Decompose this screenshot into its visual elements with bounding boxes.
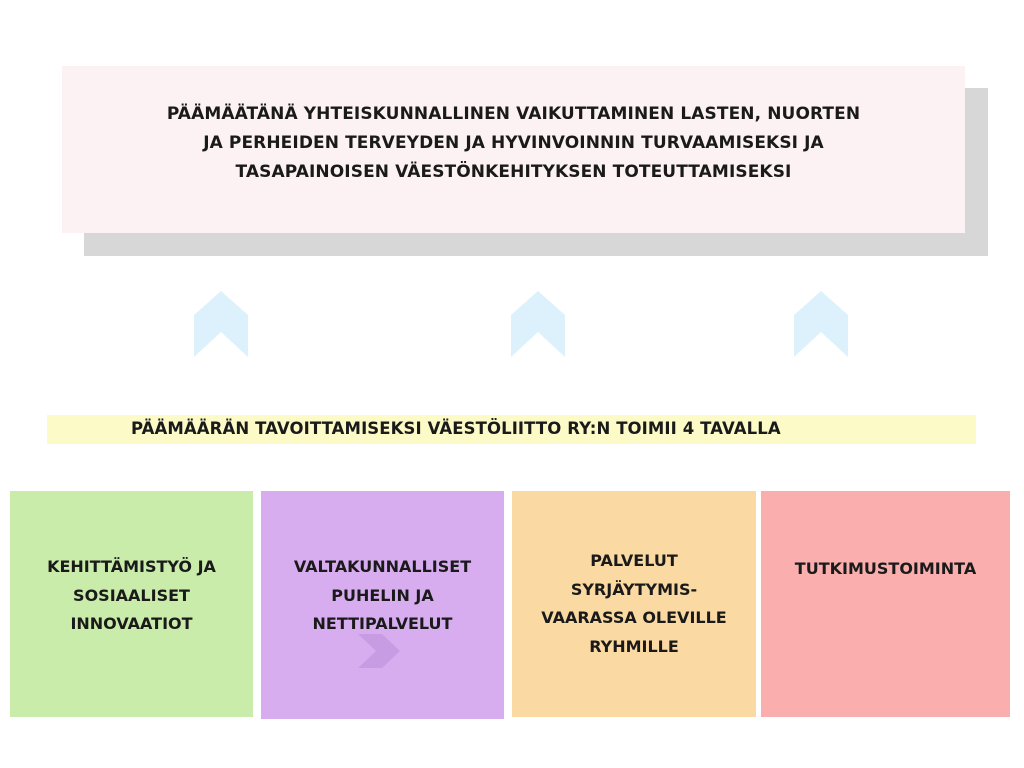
card-research-label [771,491,1001,717]
card-national-services-line-2: PUHELIN JA [331,585,434,605]
card-research [761,491,1010,717]
card-research-line-1: TUTKIMUSTOIMINTA [794,559,977,578]
chevron-up-icon [511,291,565,357]
goal-text [134,100,894,187]
goal-line-1: PÄÄMÄÄTÄNÄ YHTEISKUNNALLINEN VAIKUTTAMINEN LASTEN, NUORTEN [166,104,861,124]
card-development [10,491,253,717]
card-development-line-3: INNOVAATIOT [70,614,193,633]
goal-line-2: JA PERHEIDEN TERVEYDEN JA HYVINVOINNIN TURVAAMISEKSI JA [203,133,824,153]
strategy-band [47,415,976,444]
card-national-services-line-3: NETTIPALVELUT [312,614,453,633]
card-risk-group-services [512,491,756,717]
card-national-services-line-1: VALTAKUNNALLISET [293,557,472,576]
card-risk-group-services-line-2: SYRJÄYTYMIS- [570,579,698,599]
goal-box [62,66,965,233]
strategy-text: PÄÄMÄÄRÄN TAVOITTAMISEKSI VÄESTÖLIITTO RY:N TOIMII 4 TAVALLA [131,419,781,438]
chevron-up-icon [194,291,248,357]
goal-line-3: TASAPAINOISEN VÄESTÖNKEHITYKSEN TOTEUTTAMISEKSI [235,162,792,182]
card-national-services-label [275,491,490,719]
chevron-right-icon [358,634,400,668]
card-development-line-2: SOSIAALISET [73,585,190,605]
card-national-services [261,491,504,719]
card-risk-group-services-label [534,491,734,717]
card-risk-group-services-line-3: VAARASSA OLEVILLE [541,608,727,627]
card-development-label [32,491,232,717]
chevron-up-icon [794,291,848,357]
card-risk-group-services-line-1: PALVELUT [590,551,678,570]
card-development-line-1: KEHITTÄMISTYÖ JA [47,557,216,576]
card-risk-group-services-line-4: RYHMILLE [589,636,679,656]
